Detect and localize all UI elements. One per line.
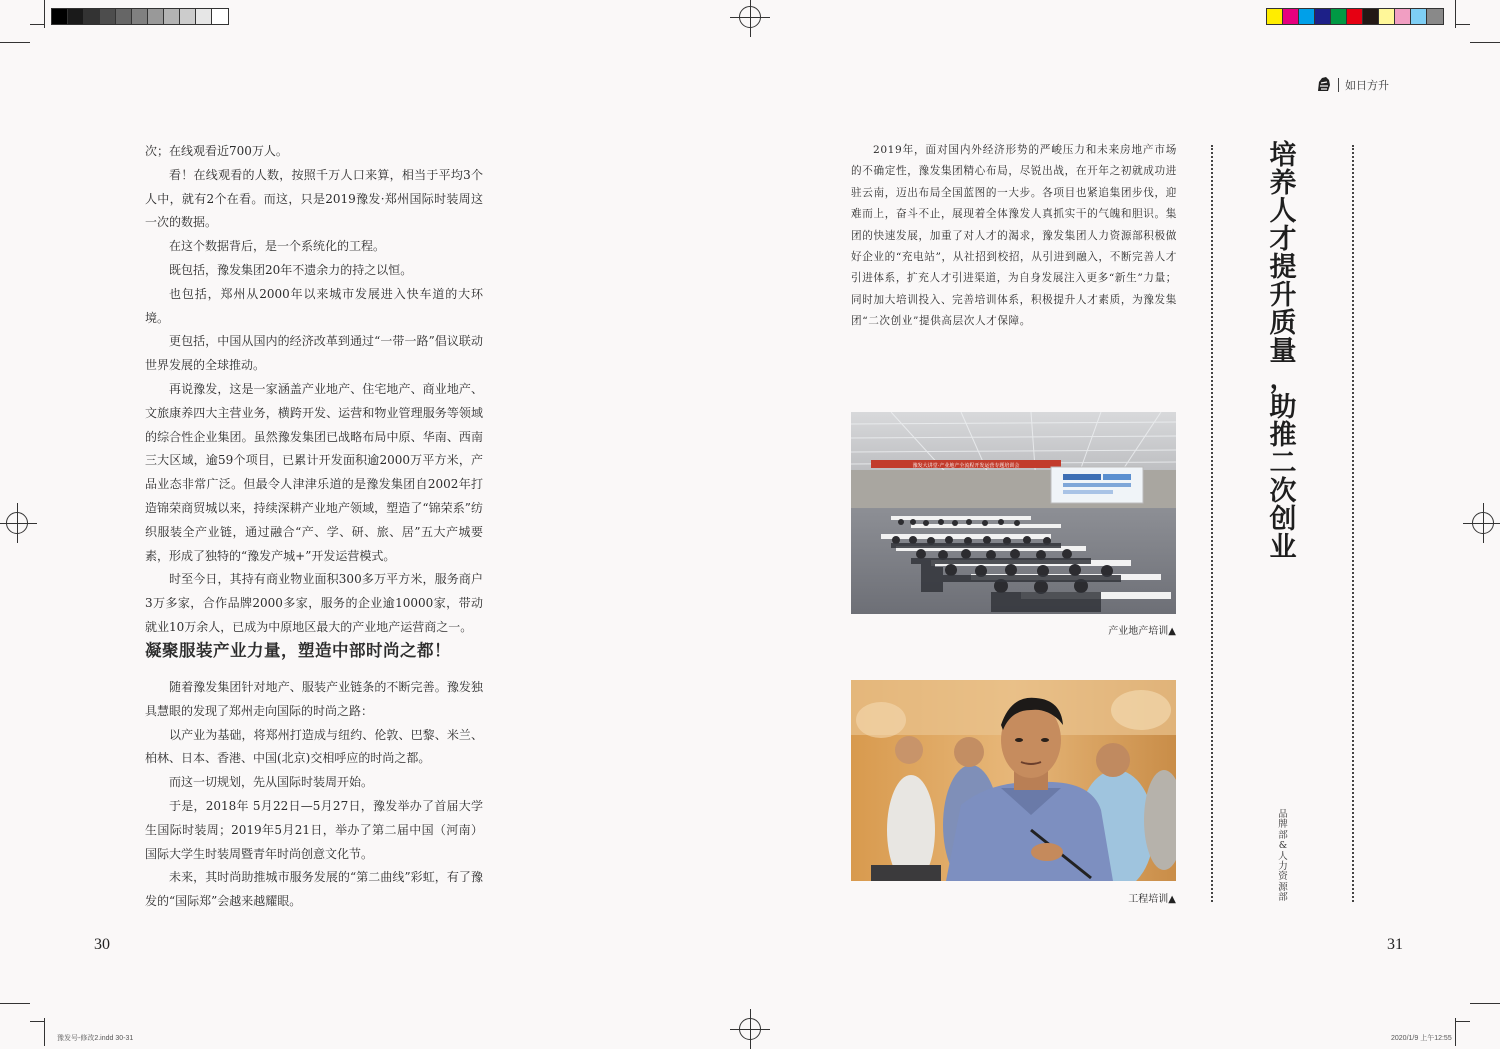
body-paragraph: 再说豫发，这是一家涵盖产业地产、住宅地产、商业地产、文旅康养四大主营业务，横跨开发、运营和物业管理服务等领域的综合性企业集团。虽然豫发集团已战略布局中原、华南、西南三大区域，逾59个项目，已累计开发面积逾2000万平方米，产品业态非常广泛。但最令人津津乐道的是豫发集团自2002年打造锦荣商贸城以来，持续深耕产业地产领域，塑造了“锦荣系”纺织服装全产业链，通过融合“产、学、研、旅、居”五大产城要素，形成了独特的“豫发产城+”开发运营模式。 [145,381,483,563]
body-paragraph: 更包括，中国从国内的经济改革到通过“一带一路”倡议联动世界发展的全球推动。 [145,334,483,373]
running-head-divider [1338,78,1339,92]
department-text-glyph: 部 [1278,892,1288,904]
photo-caption-1: 产业地产培训▲ [1108,626,1176,637]
swatch [100,9,116,24]
registration-mark [730,1009,770,1049]
vertical-title-text-glyph: 升 [1269,280,1297,311]
intro-text: 2019年，面对国内外经济形势的严峻压力和未来房地产市场的不确定性，豫发集团精心布局，尽锐出战，在开年之初就成功进驻云南，迈出布局全国蓝图的一大步。各项目也紧追集团步伐，迎难而上，奋斗不止，展现着全体豫发人真抓实干的气魄和胆识。集团的快速发展，加重了对人才的渴求，豫发集团人力资源部积极做好企业的“充电站”，从社招到校招，从引进到融入，不断完善人才引进体系，扩充人才引进渠道，为自身发展注入更多“新生”力量；同时加大培训投入、完善培训体系，积极提升人才素质，为豫发集团“二次创业”提供高层次人才保障。 [851,144,1177,328]
swatch [52,9,68,24]
page-number-left: 30 [94,936,110,953]
swatch [1347,9,1363,24]
department-text-glyph: 牌 [1278,819,1288,831]
vertical-title-text-glyph: 创 [1269,504,1297,535]
department-text-glyph: 人 [1278,850,1288,862]
vertical-title-text-glyph: ， [1269,364,1297,395]
body-paragraph: 于是，2018年 5月22日—5月27日，豫发举办了首届大学生国际时装周；2019年5月21日，举办了第二届中国（河南）国际大学生时装周暨青年时尚创意文化节。 [145,798,483,861]
registration-mark [730,0,770,37]
swatch [132,9,148,24]
swatch [1411,9,1427,24]
department-text-glyph: & [1278,840,1288,852]
vertical-title-text-glyph: 推 [1269,420,1297,451]
swatch [1331,9,1347,24]
photo-conference-training [851,412,1176,614]
swatch [1363,9,1379,24]
registration-mark [0,503,37,543]
department-text-glyph: 部 [1278,829,1288,841]
swatch [84,9,100,24]
body-paragraph: 而这一切规划，先从国际时装周开始。 [169,775,374,790]
vertical-title-text-glyph: 养 [1269,168,1297,199]
vertical-title-text-glyph: 助 [1269,392,1297,423]
department-text-glyph: 资 [1278,871,1288,883]
slug-file: 豫发号-修改2.indd 30-31 [57,1035,134,1042]
banner-text: 豫发大讲堂·产业地产全流程开发运营专题培训会 [912,463,1020,469]
vertical-title-text-glyph: 才 [1269,224,1297,255]
left-body-text-lower [145,676,483,914]
company-logo-icon [1316,76,1332,93]
vertical-title-text-glyph: 质 [1269,308,1297,339]
department-text [1276,810,1290,904]
swatch [68,9,84,24]
swatch [1283,9,1299,24]
body-paragraph: 次；在线观看近700万人。 [145,144,288,158]
body-paragraph: 时至今日，其持有商业物业面积300多万平方米，服务商户3万多家，合作品牌2000多家，服务的企业逾10000家，带动就业10万余人，已成为中原地区最大的产业地产运营商之一。 [145,572,483,634]
body-paragraph: 也包括，郑州从2000年以来城市发展进入快车道的大环境。 [145,286,483,325]
swatch [180,9,196,24]
vertical-title-text-glyph: 培 [1269,140,1297,171]
swatch [1267,9,1283,24]
color-calibration-bar [1266,8,1444,25]
slug-timestamp: 2020/1/9 上午12:55 [1391,1035,1452,1042]
vertical-title-text-glyph: 人 [1269,196,1297,227]
page-number-right: 31 [1387,936,1403,953]
swatch [1395,9,1411,24]
left-body-text [145,140,483,640]
body-paragraph: 随着豫发集团针对地产、服装产业链条的不断完善。豫发独具慧眼的发现了郑州走向国际的时尚之路： [145,680,483,718]
swatch [212,9,228,24]
gray-calibration-bar [51,8,229,25]
vertical-title-text-glyph: 提 [1269,252,1297,283]
vertical-title-text-glyph: 次 [1269,476,1297,507]
intro-paragraph [851,140,1177,333]
section-heading: 凝聚服装产业力量，塑造中部时尚之都！ [145,641,451,660]
running-head [1316,76,1389,93]
swatch [116,9,132,24]
vertical-title-text-glyph: 二 [1269,448,1297,479]
vertical-rule-left [1211,145,1213,902]
swatch [164,9,180,24]
department-text-glyph: 力 [1278,861,1288,873]
vertical-title-text [1263,142,1303,562]
swatch [196,9,212,24]
body-paragraph: 看！在线观看的人数，按照千万人口来算，相当于平均3个人中，就有2个在看。而这，只是2019豫发·郑州国际时装周这一次的数据。 [145,167,483,230]
body-paragraph: 既包括，豫发集团20年不遗余力的持之以恒。 [169,262,413,277]
vertical-title-text-glyph: 量 [1269,336,1297,367]
vertical-rule-right [1352,145,1354,902]
vertical-title [1263,142,1303,562]
swatch [1315,9,1331,24]
body-paragraph: 以产业为基础，将郑州打造成与纽约、伦敦、巴黎、米兰、柏林、日本、香港、中国(北京)交相呼应的时尚之都。 [145,727,483,766]
swatch [1427,9,1443,24]
swatch [148,9,164,24]
swatch [1379,9,1395,24]
swatch [1299,9,1315,24]
body-paragraph: 在这个数据背后，是一个系统化的工程。 [169,239,386,254]
photo-caption-2: 工程培训▲ [1128,894,1176,905]
vertical-title-text-glyph: 业 [1269,532,1297,563]
running-head-title: 如日方升 [1345,78,1389,92]
department-credit [1276,810,1290,904]
department-text-glyph: 源 [1278,881,1288,893]
registration-mark [1463,503,1500,543]
department-text-glyph: 品 [1278,809,1288,820]
body-paragraph: 未来，其时尚助推城市服务发展的“第二曲线”彩虹，有了豫发的“国际郑”会越来越耀眼。 [145,870,483,909]
photo-engineering-training [851,680,1176,881]
